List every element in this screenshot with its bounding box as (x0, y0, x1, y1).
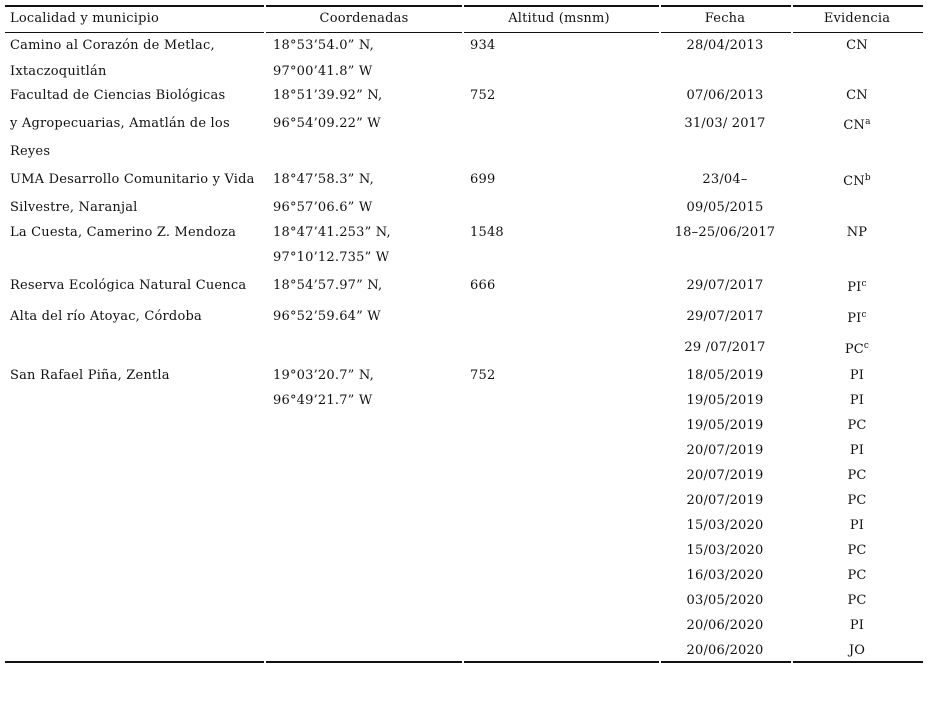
header-rule (661, 32, 791, 33)
row-locality: UMA Desarrollo Comunitario y Vida (10, 172, 255, 187)
row-evidence: PC (847, 593, 867, 608)
row-coordinate: 18°53’54.0” N, (273, 38, 374, 53)
header-rule (5, 32, 264, 33)
row-evidence: CN (846, 38, 868, 53)
bottom-rule (464, 661, 659, 663)
header-rule (266, 32, 462, 33)
top-rule (793, 5, 923, 7)
bottom-rule (793, 661, 923, 663)
header-rule (793, 32, 923, 33)
row-evidence: PI (849, 443, 865, 458)
row-date: 28/04/2013 (686, 38, 764, 53)
row-date: 31/03/ 2017 (684, 116, 766, 131)
bottom-rule (5, 661, 264, 663)
row-locality: La Cuesta, Camerino Z. Mendoza (10, 225, 237, 240)
row-locality: Camino al Corazón de Metlac, (10, 38, 215, 53)
row-evidence: $PC^c$ (844, 341, 870, 357)
row-date: 20/07/2019 (686, 493, 764, 508)
row-coordinate: 96°49’21.7” W (273, 393, 373, 408)
row-evidence: $PI^c$ (847, 279, 867, 295)
row-locality: Ixtaczoquitlán (10, 64, 107, 79)
row-date: 29/07/2017 (686, 309, 764, 324)
row-altitude: 934 (470, 38, 496, 53)
row-coordinate: 18°51’39.92” N, (273, 88, 383, 103)
row-evidence: PC (847, 543, 867, 558)
row-coordinate: 96°57’06.6” W (273, 200, 373, 215)
row-date: 18–25/06/2017 (674, 225, 776, 240)
top-rule (464, 5, 659, 7)
row-locality: Reyes (10, 144, 51, 159)
header-rule (464, 32, 659, 33)
row-evidence: JO (848, 643, 866, 658)
row-date: 03/05/2020 (686, 593, 764, 608)
row-coordinate: 97°00’41.8” W (273, 64, 373, 79)
top-rule (5, 5, 264, 7)
row-date: 29 /07/2017 (684, 340, 766, 355)
top-rule (266, 5, 462, 7)
header-coordinates: Coordenadas (319, 11, 409, 26)
row-locality: San Rafael Piña, Zentla (10, 368, 170, 383)
row-evidence: $PI^c$ (847, 310, 867, 326)
row-coordinate: 18°47’41.253” N, (273, 225, 391, 240)
row-date: 19/05/2019 (686, 418, 764, 433)
row-evidence: CN (846, 88, 868, 103)
row-date: 15/03/2020 (686, 518, 764, 533)
row-date: 20/06/2020 (686, 618, 764, 633)
row-coordinate: 18°47’58.3” N, (273, 172, 374, 187)
header-locality: Localidad y municipio (10, 11, 159, 26)
row-date: 20/07/2019 (686, 468, 764, 483)
row-date: 09/05/2015 (686, 200, 764, 215)
row-coordinate: 18°54’57.97” N, (273, 278, 383, 293)
row-evidence: PI (849, 368, 865, 383)
row-date: 16/03/2020 (686, 568, 764, 583)
row-evidence: PC (847, 493, 867, 508)
row-coordinate: 96°52’59.64” W (273, 309, 381, 324)
row-altitude: 1548 (470, 225, 504, 240)
bottom-rule (266, 661, 462, 663)
row-evidence: PI (849, 518, 865, 533)
bottom-rule (661, 661, 791, 663)
row-evidence: PC (847, 468, 867, 483)
row-locality: y Agropecuarias, Amatlán de los (10, 116, 230, 131)
header-evidence: Evidencia (823, 11, 891, 26)
row-altitude: 752 (470, 368, 496, 383)
row-evidence: PC (847, 568, 867, 583)
row-evidence: $CN^b$ (843, 173, 871, 189)
row-date: 20/06/2020 (686, 643, 764, 658)
row-date: 07/06/2013 (686, 88, 764, 103)
row-date: 18/05/2019 (686, 368, 764, 383)
row-evidence: $CN^a$ (843, 117, 871, 133)
row-coordinate: 19°03’20.7” N, (273, 368, 374, 383)
row-locality: Facultad de Ciencias Biológicas (10, 88, 226, 103)
row-coordinate: 96°54’09.22” W (273, 116, 381, 131)
row-coordinate: 97°10’12.735” W (273, 250, 390, 265)
row-altitude: 699 (470, 172, 496, 187)
row-locality: Alta del río Atoyac, Córdoba (10, 309, 202, 324)
row-evidence: PI (849, 618, 865, 633)
row-date: 29/07/2017 (686, 278, 764, 293)
top-rule (661, 5, 791, 7)
row-date: 15/03/2020 (686, 543, 764, 558)
row-locality: Reserva Ecológica Natural Cuenca (10, 278, 247, 293)
row-date: 20/07/2019 (686, 443, 764, 458)
row-date: 23/04– (702, 172, 748, 187)
header-altitude: Altitud (msnm) (508, 11, 610, 26)
row-locality: Silvestre, Naranjal (10, 200, 138, 215)
row-evidence: NP (846, 225, 868, 240)
row-altitude: 666 (470, 278, 496, 293)
row-altitude: 752 (470, 88, 496, 103)
header-date: Fecha (704, 11, 746, 26)
row-date: 19/05/2019 (686, 393, 764, 408)
row-evidence: PI (849, 393, 865, 408)
row-evidence: PC (847, 418, 867, 433)
